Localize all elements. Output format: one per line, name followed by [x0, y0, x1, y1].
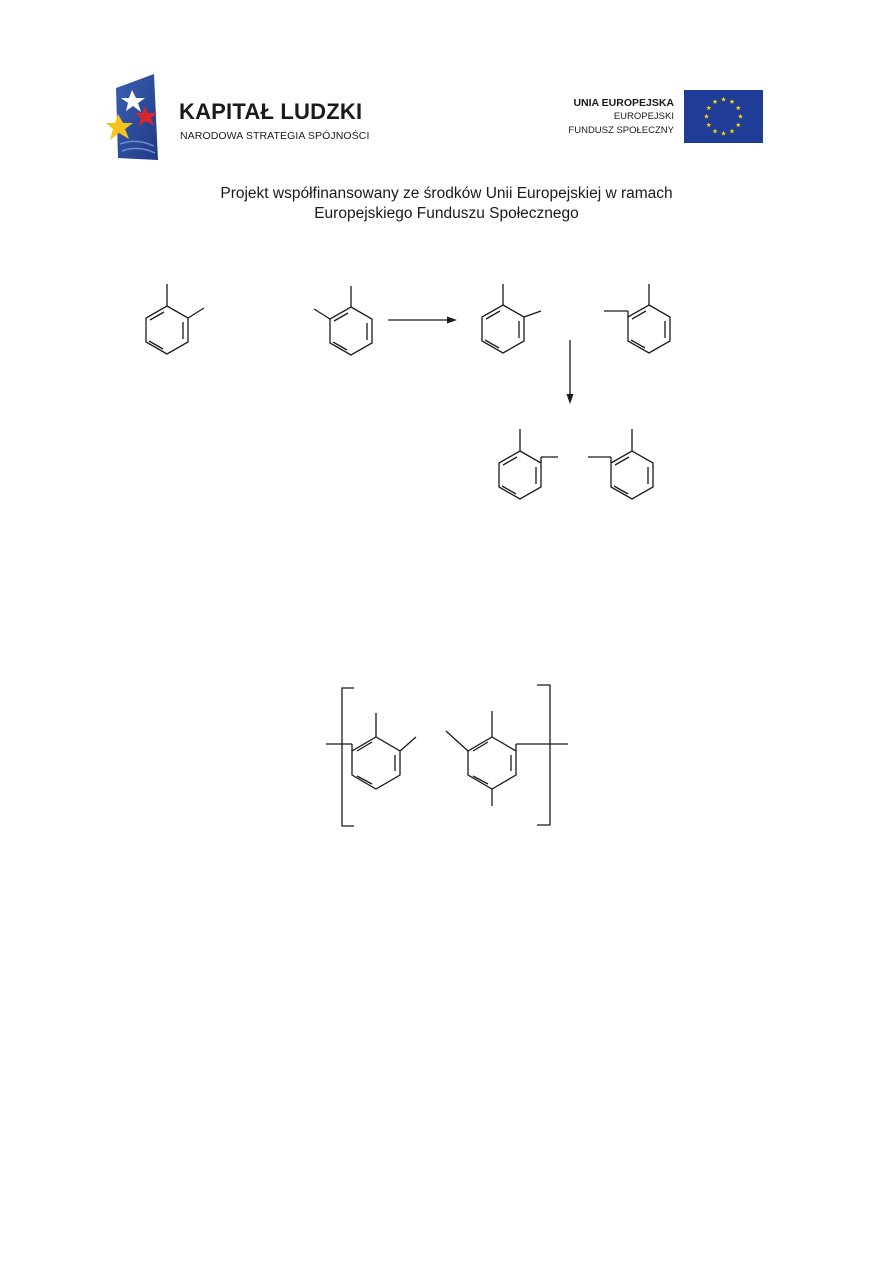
benzene-ring-structure — [146, 284, 204, 354]
benzene-ring-structure — [314, 286, 372, 355]
reaction-arrow-down — [567, 340, 574, 404]
benzene-ring-structure — [588, 429, 653, 499]
project-text-line-1: Projekt współfinansowany ze środków Unii Europejskiej w ramach — [220, 185, 673, 202]
kapital-ludzki-title: KAPITAŁ LUDZKI — [179, 99, 363, 124]
eu-line-2: EUROPEJSKI — [613, 111, 674, 122]
kapital-ludzki-subtitle: NARODOWA STRATEGIA SPÓJNOŚCI — [180, 130, 370, 142]
project-text-line-2: Europejskiego Funduszu Społecznego — [314, 205, 579, 222]
eu-line-1: UNIA EUROPEJSKA — [573, 97, 674, 109]
benzene-ring-structure — [482, 284, 541, 353]
benzene-ring-structure — [604, 284, 670, 353]
benzene-ring-structure — [499, 429, 558, 499]
eu-line-3: FUNDUSZ SPOŁECZNY — [568, 125, 674, 136]
reaction-arrow-right — [388, 317, 457, 324]
bracketed-repeat-unit-structure — [326, 685, 568, 826]
